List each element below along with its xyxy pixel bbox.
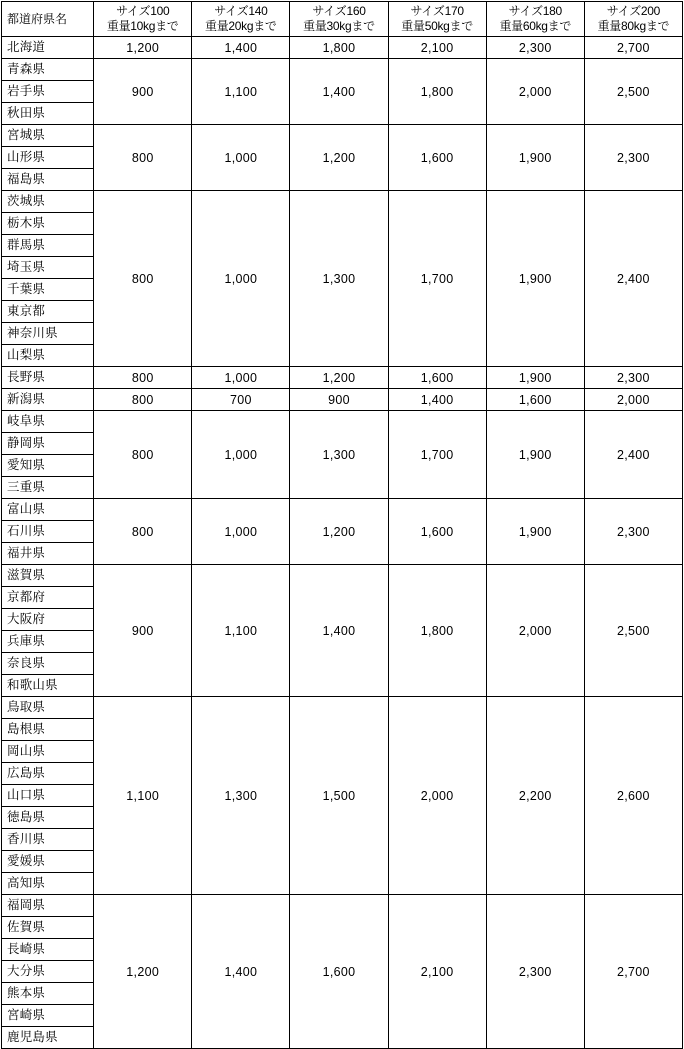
price-cell: 1,100 <box>94 697 192 895</box>
prefecture-cell: 高知県 <box>2 873 94 895</box>
prefecture-cell: 山形県 <box>2 147 94 169</box>
price-cell: 800 <box>94 125 192 191</box>
table-row <box>2 411 683 433</box>
price-cell: 1,600 <box>290 895 388 1049</box>
prefecture-cell: 愛媛県 <box>2 851 94 873</box>
price-cell: 2,300 <box>584 367 682 389</box>
price-cell: 1,000 <box>192 499 290 565</box>
price-cell: 1,800 <box>388 59 486 125</box>
table-row <box>2 125 683 147</box>
price-cell: 2,500 <box>584 59 682 125</box>
price-cell: 1,900 <box>486 191 584 367</box>
weight-label: 重量30kgまで <box>303 19 375 33</box>
prefecture-cell: 新潟県 <box>2 389 94 411</box>
prefecture-cell: 滋賀県 <box>2 565 94 587</box>
prefecture-cell: 神奈川県 <box>2 323 94 345</box>
price-cell: 1,700 <box>388 411 486 499</box>
size-label: サイズ100 <box>116 4 170 18</box>
table-row <box>2 59 683 81</box>
price-cell: 2,300 <box>584 499 682 565</box>
size-label: サイズ180 <box>508 4 562 18</box>
price-cell: 800 <box>94 367 192 389</box>
price-cell: 1,000 <box>192 125 290 191</box>
size-label: サイズ170 <box>410 4 464 18</box>
column-header-size-140 <box>192 2 290 37</box>
price-cell: 2,100 <box>388 895 486 1049</box>
column-header-size-160 <box>290 2 388 37</box>
price-cell: 1,600 <box>388 499 486 565</box>
price-cell: 2,400 <box>584 191 682 367</box>
price-cell: 1,300 <box>290 411 388 499</box>
table-row <box>2 37 683 59</box>
prefecture-cell: 熊本県 <box>2 983 94 1005</box>
prefecture-cell: 福井県 <box>2 543 94 565</box>
prefecture-cell: 栃木県 <box>2 213 94 235</box>
price-cell: 1,000 <box>192 191 290 367</box>
prefecture-cell: 富山県 <box>2 499 94 521</box>
price-cell: 1,400 <box>388 389 486 411</box>
prefecture-cell: 福岡県 <box>2 895 94 917</box>
price-cell: 1,000 <box>192 367 290 389</box>
price-cell: 1,900 <box>486 367 584 389</box>
size-label: サイズ140 <box>214 4 268 18</box>
prefecture-cell: 青森県 <box>2 59 94 81</box>
price-cell: 1,200 <box>290 499 388 565</box>
prefecture-cell: 石川県 <box>2 521 94 543</box>
price-cell: 1,200 <box>290 125 388 191</box>
prefecture-cell: 北海道 <box>2 37 94 59</box>
price-cell: 800 <box>94 191 192 367</box>
price-cell: 2,100 <box>388 37 486 59</box>
price-cell: 1,300 <box>290 191 388 367</box>
column-header-prefecture: 都道府県名 <box>2 2 94 37</box>
prefecture-cell: 東京都 <box>2 301 94 323</box>
header-row <box>2 2 683 37</box>
price-cell: 1,000 <box>192 411 290 499</box>
price-cell: 1,900 <box>486 499 584 565</box>
price-cell: 1,400 <box>290 565 388 697</box>
prefecture-cell: 大分県 <box>2 961 94 983</box>
prefecture-cell: 長野県 <box>2 367 94 389</box>
price-cell: 2,500 <box>584 565 682 697</box>
prefecture-cell: 秋田県 <box>2 103 94 125</box>
price-cell: 2,300 <box>584 125 682 191</box>
shipping-rate-sheet <box>0 1 684 1044</box>
price-cell: 800 <box>94 389 192 411</box>
prefecture-cell: 和歌山県 <box>2 675 94 697</box>
table-row <box>2 367 683 389</box>
prefecture-cell: 岡山県 <box>2 741 94 763</box>
prefecture-cell: 香川県 <box>2 829 94 851</box>
price-cell: 2,000 <box>584 389 682 411</box>
price-cell: 1,600 <box>486 389 584 411</box>
price-cell: 2,300 <box>486 37 584 59</box>
size-label: サイズ200 <box>606 4 661 18</box>
column-header-size-180 <box>486 2 584 37</box>
price-cell: 2,300 <box>486 895 584 1049</box>
prefecture-cell: 徳島県 <box>2 807 94 829</box>
column-header-size-170 <box>388 2 486 37</box>
prefecture-cell: 山梨県 <box>2 345 94 367</box>
price-cell: 700 <box>192 389 290 411</box>
prefecture-cell: 千葉県 <box>2 279 94 301</box>
price-cell: 1,200 <box>94 895 192 1049</box>
prefecture-cell: 宮城県 <box>2 125 94 147</box>
table-row <box>2 697 683 719</box>
price-cell: 1,600 <box>388 125 486 191</box>
price-cell: 1,900 <box>486 125 584 191</box>
column-header-size-200 <box>584 2 682 37</box>
prefecture-cell: 岩手県 <box>2 81 94 103</box>
price-cell: 1,200 <box>290 367 388 389</box>
table-row <box>2 499 683 521</box>
prefecture-cell: 佐賀県 <box>2 917 94 939</box>
table-row <box>2 389 683 411</box>
table-row <box>2 895 683 917</box>
prefecture-cell: 山口県 <box>2 785 94 807</box>
price-cell: 1,800 <box>290 37 388 59</box>
prefecture-cell: 茨城県 <box>2 191 94 213</box>
price-cell: 1,400 <box>290 59 388 125</box>
weight-label: 重量80kgまで <box>597 19 670 33</box>
table-row <box>2 565 683 587</box>
prefecture-cell: 鹿児島県 <box>2 1027 94 1049</box>
shipping-rate-table <box>1 1 683 1049</box>
price-cell: 1,300 <box>192 697 290 895</box>
prefecture-cell: 愛知県 <box>2 455 94 477</box>
prefecture-cell: 広島県 <box>2 763 94 785</box>
price-cell: 2,600 <box>584 697 682 895</box>
prefecture-cell: 大阪府 <box>2 609 94 631</box>
prefecture-cell: 群馬県 <box>2 235 94 257</box>
prefecture-cell: 静岡県 <box>2 433 94 455</box>
price-cell: 1,100 <box>192 565 290 697</box>
prefecture-cell: 岐阜県 <box>2 411 94 433</box>
price-cell: 1,100 <box>192 59 290 125</box>
price-cell: 1,900 <box>486 411 584 499</box>
price-cell: 900 <box>94 565 192 697</box>
table-row <box>2 191 683 213</box>
table-body <box>2 37 683 1049</box>
weight-label: 重量10kgまで <box>106 19 179 33</box>
prefecture-cell: 兵庫県 <box>2 631 94 653</box>
price-cell: 800 <box>94 411 192 499</box>
prefecture-cell: 長崎県 <box>2 939 94 961</box>
price-cell: 2,700 <box>584 895 682 1049</box>
prefecture-cell: 京都府 <box>2 587 94 609</box>
price-cell: 900 <box>94 59 192 125</box>
price-cell: 1,700 <box>388 191 486 367</box>
price-cell: 2,200 <box>486 697 584 895</box>
prefecture-cell: 島根県 <box>2 719 94 741</box>
price-cell: 2,700 <box>584 37 682 59</box>
price-cell: 2,000 <box>486 59 584 125</box>
prefecture-cell: 福島県 <box>2 169 94 191</box>
size-label: サイズ160 <box>312 4 366 18</box>
prefecture-cell: 鳥取県 <box>2 697 94 719</box>
price-cell: 1,400 <box>192 37 290 59</box>
prefecture-cell: 埼玉県 <box>2 257 94 279</box>
price-cell: 2,000 <box>388 697 486 895</box>
price-cell: 1,600 <box>388 367 486 389</box>
prefecture-cell: 三重県 <box>2 477 94 499</box>
price-cell: 2,000 <box>486 565 584 697</box>
weight-label: 重量20kgまで <box>205 19 277 33</box>
price-cell: 1,800 <box>388 565 486 697</box>
prefecture-cell: 奈良県 <box>2 653 94 675</box>
weight-label: 重量60kgまで <box>499 19 572 33</box>
table-header <box>2 2 683 37</box>
price-cell: 1,200 <box>94 37 192 59</box>
weight-label: 重量50kgまで <box>401 19 473 33</box>
price-cell: 1,400 <box>192 895 290 1049</box>
prefecture-cell: 宮崎県 <box>2 1005 94 1027</box>
column-header-size-100 <box>94 2 192 37</box>
price-cell: 2,400 <box>584 411 682 499</box>
price-cell: 1,500 <box>290 697 388 895</box>
price-cell: 800 <box>94 499 192 565</box>
price-cell: 900 <box>290 389 388 411</box>
